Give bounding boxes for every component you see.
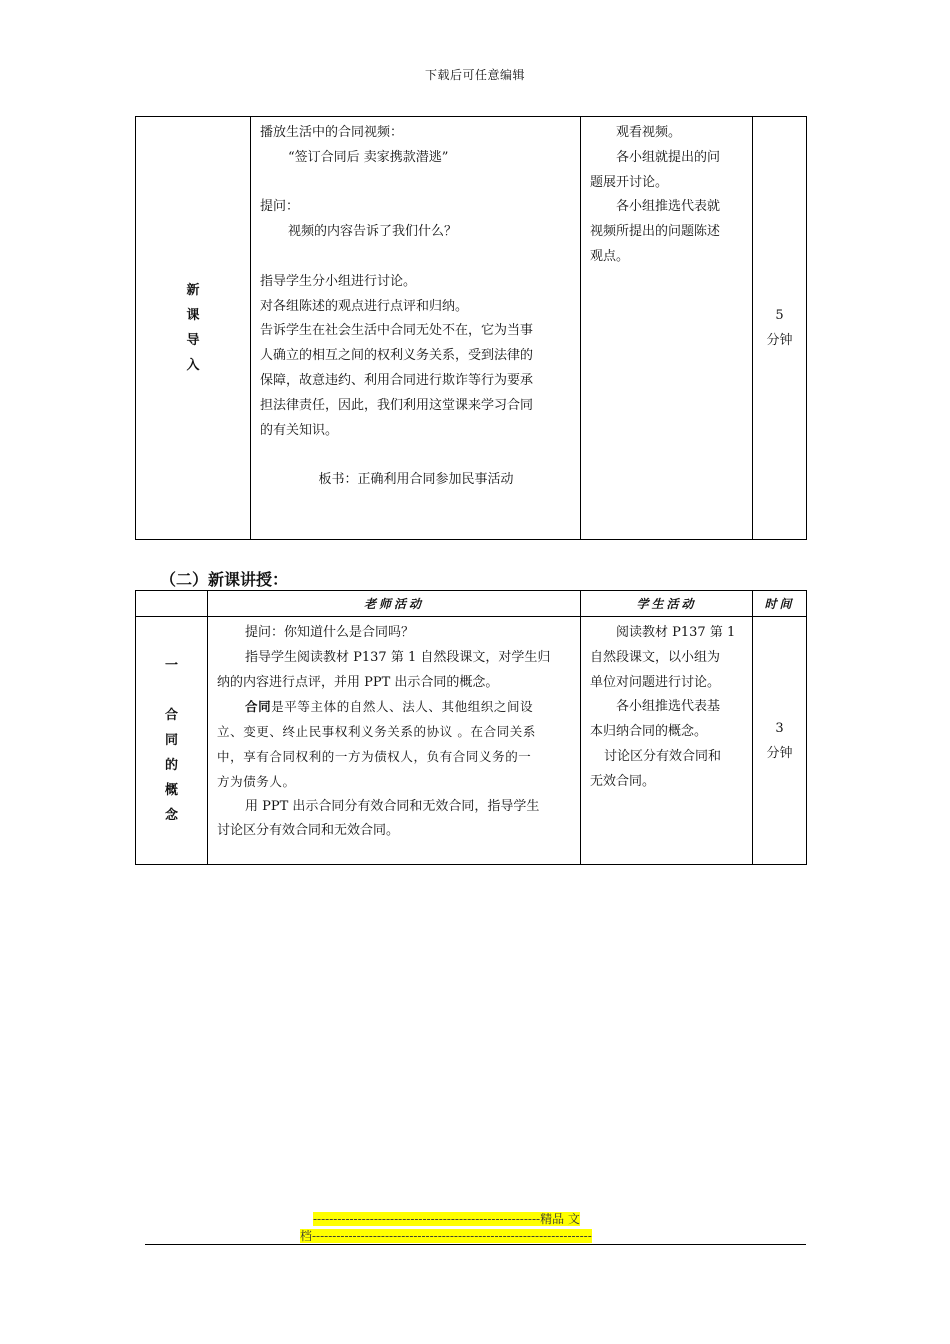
student-line: 观点。 [590,248,630,264]
definition-term: 合同 [245,699,272,715]
time-cell [753,617,807,865]
header-student: 学生活动 [581,591,753,617]
student-activity-cell [581,617,753,865]
time-unit: 分钟 [766,333,793,348]
footer-rule [145,1244,806,1245]
time-cell [753,117,807,540]
definition-line: 中，享有合同权利的一方为债权人，负有合同义务的一 [217,748,532,764]
header-empty [136,591,208,617]
teacher-line: 人确立的相互之间的权利义务关系，受到法律的 [260,348,534,364]
teacher-line: 提问：你知道什么是合同吗？ [245,625,415,640]
teacher-line: 指导学生阅读教材 P137 第 1 自然段课文，对学生归 [245,649,551,665]
blank-line [260,245,572,270]
row-label-char: 合 [164,707,178,723]
student-line: 单位对问题进行讨论。 [590,674,721,690]
teacher-line: 担法律责任，因此，我们利用这堂课来学习合同 [260,397,534,413]
row-label-char: 念 [164,807,178,823]
teacher-activity-cell [251,117,581,540]
page-header: 下载后可任意编辑 [424,68,525,82]
student-line: 视频所提出的问题陈述 [590,224,721,240]
definition-text: 是平等主体的自然人、法人、其他组织之间设 [271,699,534,715]
student-line: 题展开讨论。 [590,174,669,190]
teacher-line: 保障，故意违约、利用合同进行欺诈等行为要承 [260,372,534,388]
teacher-line: 讨论区分有效合同和无效合同。 [217,823,400,839]
board-note: 板书：正确利用合同参加民事活动 [318,472,514,488]
row-label-concept [136,617,208,865]
student-activity-cell [581,117,753,540]
definition-line: 立、变更、终止民事权利义务关系的协议 。在合同关系 [217,724,536,740]
teacher-line: 用 PPT 出示合同分有效合同和无效合同，指导学生 [245,798,540,814]
teacher-line: 指导学生分小组进行讨论。 [260,273,417,289]
row-label-intro [136,117,251,540]
row-label-char: 一 [164,658,178,674]
teacher-line: 对各组陈述的观点进行点评和归纳。 [260,298,469,314]
row-label-char: 新 [186,283,200,298]
time-unit: 分钟 [766,745,793,761]
student-line: 各小组就提出的问 [616,149,721,165]
teacher-line: “签订合同后 卖家携款潜逃” [288,149,449,165]
lesson-intro-table [135,116,807,540]
row-label-char: 入 [186,358,200,373]
lesson-teaching-table [135,590,807,865]
row-label-char: 概 [164,782,178,798]
row-label-char: 同 [164,732,178,748]
blank-line [260,443,572,468]
teacher-line: 告诉学生在社会生活中合同无处不在，它为当事 [260,323,534,339]
definition-line [217,695,572,720]
header-time: 时间 [753,591,807,617]
teacher-line: 提问： [260,199,300,215]
teacher-line: 的有关知识。 [260,422,339,438]
row-label-char: 导 [186,333,200,348]
teacher-line: 纳的内容进行点评，并用 PPT 出示合同的概念。 [217,674,499,690]
time-value: 3 [775,720,784,736]
header-teacher: 老师活动 [208,591,581,617]
row-label-char: 的 [164,757,178,773]
student-line: 阅读教材 P137 第 1 [616,625,736,640]
student-line: 自然段课文，以小组为 [590,649,721,665]
student-line: 无效合同。 [590,773,656,789]
blank-line [260,171,572,196]
footer-line-2: 档--------------------------------------------------------------------- [300,1229,592,1243]
student-line: 各小组推选代表就 [616,199,721,215]
time-value: 5 [775,308,784,323]
blank-line [136,678,207,703]
teacher-line: 播放生活中的合同视频： [260,125,404,140]
section-title: （二）新课讲授： [160,570,289,589]
definition-line: 方为债务人。 [217,773,296,789]
row-label-char: 课 [186,308,200,323]
teacher-line: 视频的内容告诉了我们什么？ [288,224,458,240]
footer-watermark [300,1211,650,1245]
teacher-activity-cell [208,617,581,865]
student-line: 各小组推选代表基 [616,699,721,715]
student-line: 本归纳合同的概念。 [590,724,708,740]
student-line: 观看视频。 [616,125,682,140]
footer-line-1: --------------------------------------------------------精品 文 [313,1212,580,1226]
student-line: 讨论区分有效合同和 [604,748,722,764]
